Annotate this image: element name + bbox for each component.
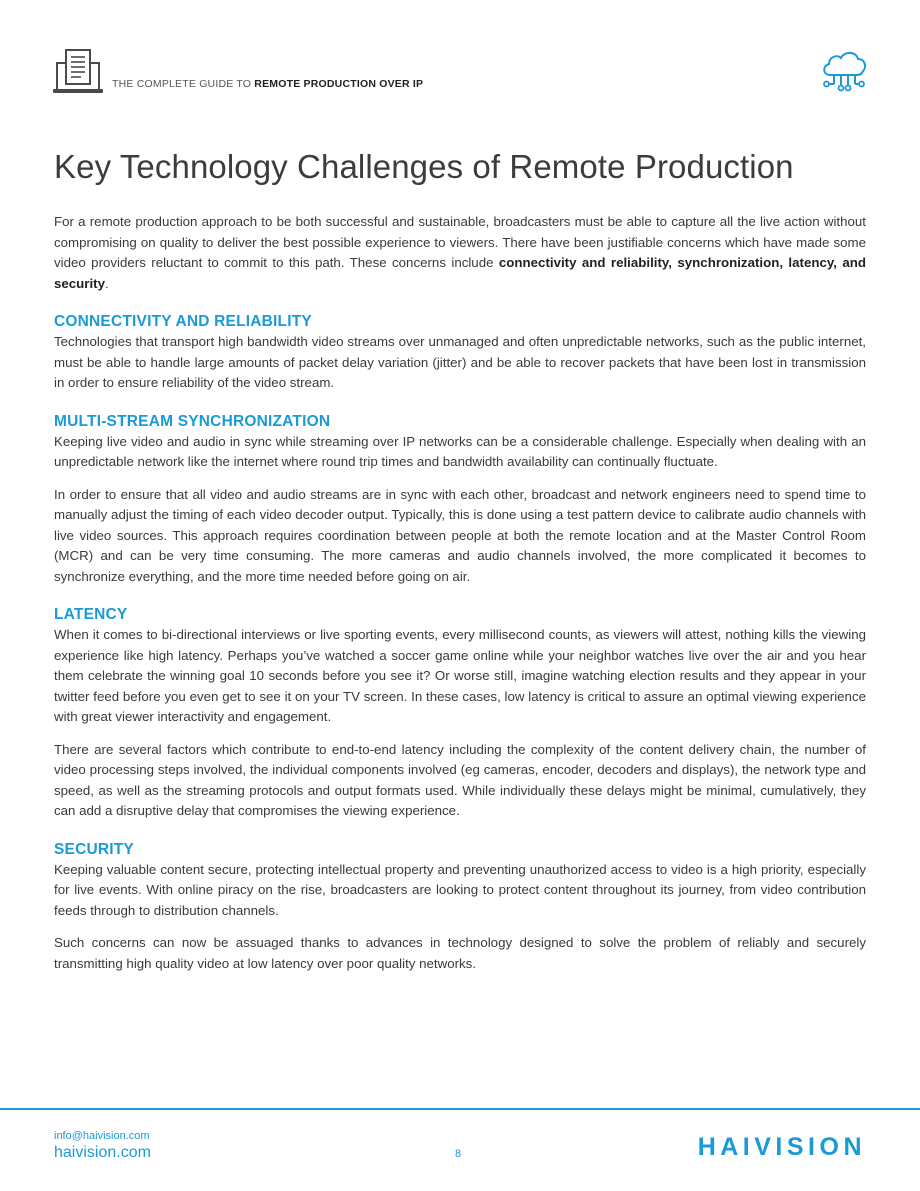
security-paragraph-1: Keeping valuable content secure, protecting intellectual property and preventing unauthorized access to video is a high priority, especially for live events. With online piracy on the rise, broadcasters are looking to protect content throughout its journey, from video contribution feeds through to distribution channels. [54, 861, 866, 918]
section-heading-security: SECURITY [54, 840, 134, 858]
latency-paragraph-1: When it comes to bi-directional interviews or live sporting events, every millisecond counts, as viewers will attest, nothing kills the viewing experience like high latency. Perhaps you’ve watched a soccer game online while your neighbor watches live over the air and you hear them celebrate the winning goal 10 seconds before you see it? Or worse still, imagine watching election results and they appear in your twitter feed before you even get to see it on your TV screen. In these cases, low latency is critical to assure an optimal viewing experience with great viewer interactivity and engagement. [54, 627, 866, 724]
intro-bold-text: connectivity and reliability, synchronization, latency, and security [54, 255, 866, 291]
brand-logo: HAIVISION [697, 1133, 866, 1161]
intro-end: . [105, 275, 109, 291]
intro-paragraph [54, 212, 866, 294]
security-paragraph-2: Such concerns can now be assuaged thanks to advances in technology designed to solve the problem of reliably and securely transmitting high quality video at low latency over poor quality networks. [54, 935, 866, 971]
header-title-bold: REMOTE PRODUCTION OVER IP [254, 78, 424, 90]
intro-text: For a remote production approach to be both successful and sustainable, broadcasters must be able to capture all the live action without compromising on quality to deliver the best possible experience to viewers. There have been justifiable concerns which have made some video providers reluctant to commit to this path. These concerns include [54, 214, 866, 270]
cloud-network-icon [820, 48, 868, 94]
footer-divider [0, 1108, 920, 1110]
section-heading-connectivity: CONNECTIVITY AND RELIABILITY [54, 313, 312, 330]
section-heading-sync: MULTI-STREAM SYNCHRONIZATION [54, 412, 331, 430]
document-laptop-icon [52, 49, 104, 99]
footer-email-link[interactable]: info@haivision.com [54, 1130, 150, 1142]
section-heading-latency: LATENCY [54, 606, 128, 623]
page-number: 8 [455, 1148, 462, 1160]
main-content [54, 212, 866, 986]
page-title: Key Technology Challenges of Remote Production [54, 148, 794, 185]
header-title-prefix: THE COMPLETE GUIDE TO [112, 78, 255, 90]
page-header [52, 44, 868, 104]
header-title [112, 78, 423, 90]
footer-website-link[interactable]: haivision.com [54, 1144, 151, 1161]
sync-paragraph-1: Keeping live video and audio in sync while streaming over IP networks can be a considerable challenge. Especially when dealing with an unpredictable network like the internet where round trip times and bandwidth availability can continually fluctuate. [54, 433, 866, 469]
connectivity-paragraph: Technologies that transport high bandwidth video streams over unmanaged and often unpredictable networks, such as the public internet, must be able to handle large amounts of packet delay variation (jitter) and be able to recover packets that have been lost in transmission in order to ensure reliability of the video stream. [54, 334, 866, 390]
latency-paragraph-2: There are several factors which contribute to end-to-end latency including the complexity of the content delivery chain, the number of video processing steps involved, the individual components involved (eg cameras, encoder, decoders and displays), the network type and speed, as well as the streaming protocols and output formats used. While individually these delays might be minimal, cumulatively, they can add a disruptive delay that compromises the viewing experience. [54, 741, 866, 818]
sync-paragraph-2: In order to ensure that all video and audio streams are in sync with each other, broadcast and network engineers need to spend time to manually adjust the timing of each video decoder output. Typically, this is done using a test pattern device to calibrate audio channels with live video sources. This approach requires coordination between people at both the remote location and at the Master Control Room (MCR) and can be very time consuming. The more cameras and audio channels involved, the more complicated it becomes to synchronize everything, and the more time needed before going on air. [54, 486, 866, 584]
